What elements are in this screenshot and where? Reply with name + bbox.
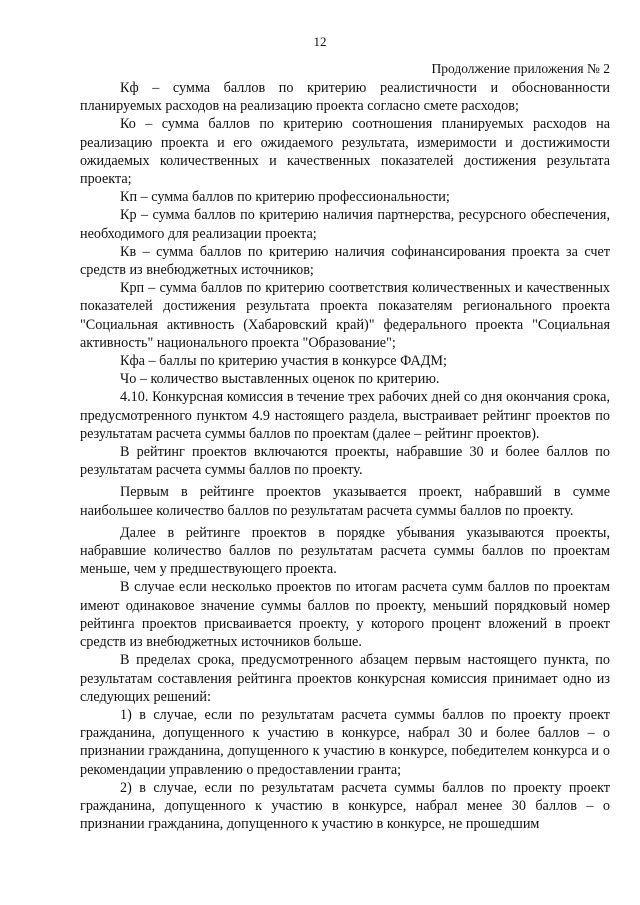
paragraph-krp: Крп – сумма баллов по критерию соответствия количественных и качественных показателей достижения результата проекта показателям регионального проекта "Социальная активность (Хабаровский край)" федерального проекта "Социальная активность" национального проекта "Образование";	[80, 280, 610, 351]
appendix-continuation-note: Продолжение приложения № 2	[431, 61, 610, 76]
paragraph-decisions-intro: В пределах срока, предусмотренного абзацем первым настоящего пункта, по результатам составления рейтинга проектов конкурсная комиссия принимает одно из следующих решений:	[80, 652, 610, 705]
paragraph-rating-order: Далее в рейтинге проектов в порядке убывания указываются проекты, набравшие количество баллов по результатам расчета суммы баллов по проектам меньше, чем у предшествующего проекта.	[80, 524, 610, 578]
paragraph-cho: Чо – количество выставленных оценок по критерию.	[120, 371, 440, 388]
paragraph-kv: Кв – сумма баллов по критерию наличия софинансирования проекта за счет средств из внебюджетных источников;	[80, 243, 610, 279]
paragraph-kp: Кп – сумма баллов по критерию профессиональности;	[120, 189, 450, 206]
paragraph-4-10: 4.10. Конкурсная комиссия в течение трех рабочих дней со дня окончания срока, предусмотренного пунктом 4.9 настоящего раздела, выстраивает рейтинг проектов по результатам расчета суммы баллов по проектам (далее – рейтинг проектов).	[80, 389, 610, 442]
paragraph-decision-1: 1) в случае, если по результатам расчета суммы баллов по проекту проект гражданина, допущенного к участию в конкурсе, набрал 30 и более баллов – о признании гражданина, допущенного к участию в конкурсе, победителем конкурса и о рекомендации управлению о предоставлении гранта;	[80, 706, 610, 778]
paragraph-kfa: Кфа – баллы по критерию участия в конкурсе ФАДМ;	[120, 353, 447, 370]
paragraph-ko: Ко – сумма баллов по критерию соотношения планируемых расходов на реализацию проекта и его ожидаемого результата, измеримости и достижимости ожидаемых количественных и качественных показателей достижения результата проекта;	[80, 116, 610, 188]
paragraph-equal-scores: В случае если несколько проектов по итогам расчета сумм баллов по проектам имеют одинаковое значение суммы баллов по проекту, меньший порядковый номер рейтинга проектов присваивается проекту, у которого процент вложений в проект средств из внебюджетных источников больше.	[80, 579, 610, 651]
page-number: 12	[313, 34, 327, 49]
paragraph-kf: Кф – сумма баллов по критерию реалистичности и обоснованности планируемых расходов на реализацию проекта согласно смете расходов;	[80, 80, 610, 115]
paragraph-rating-inclusion: В рейтинг проектов включаются проекты, набравшие 30 и более баллов по результатам расчета суммы баллов по проекту.	[80, 444, 610, 479]
paragraph-decision-2: 2) в случае, если по результатам расчета суммы баллов по проекту проект гражданина, допущенного к участию в конкурсе, набрал менее 30 баллов – о признании гражданина, допущенного к участию в конкурсе, не прошедшим	[80, 779, 610, 833]
paragraph-kr: Кр – сумма баллов по критерию наличия партнерства, ресурсного обеспечения, необходимого для реализации проекта;	[80, 207, 610, 242]
paragraph-rating-first: Первым в рейтинге проектов указывается проект, набравший в сумме наибольшее количество баллов по результатам расчета суммы баллов по проекту.	[80, 484, 610, 519]
document-body	[80, 79, 610, 833]
